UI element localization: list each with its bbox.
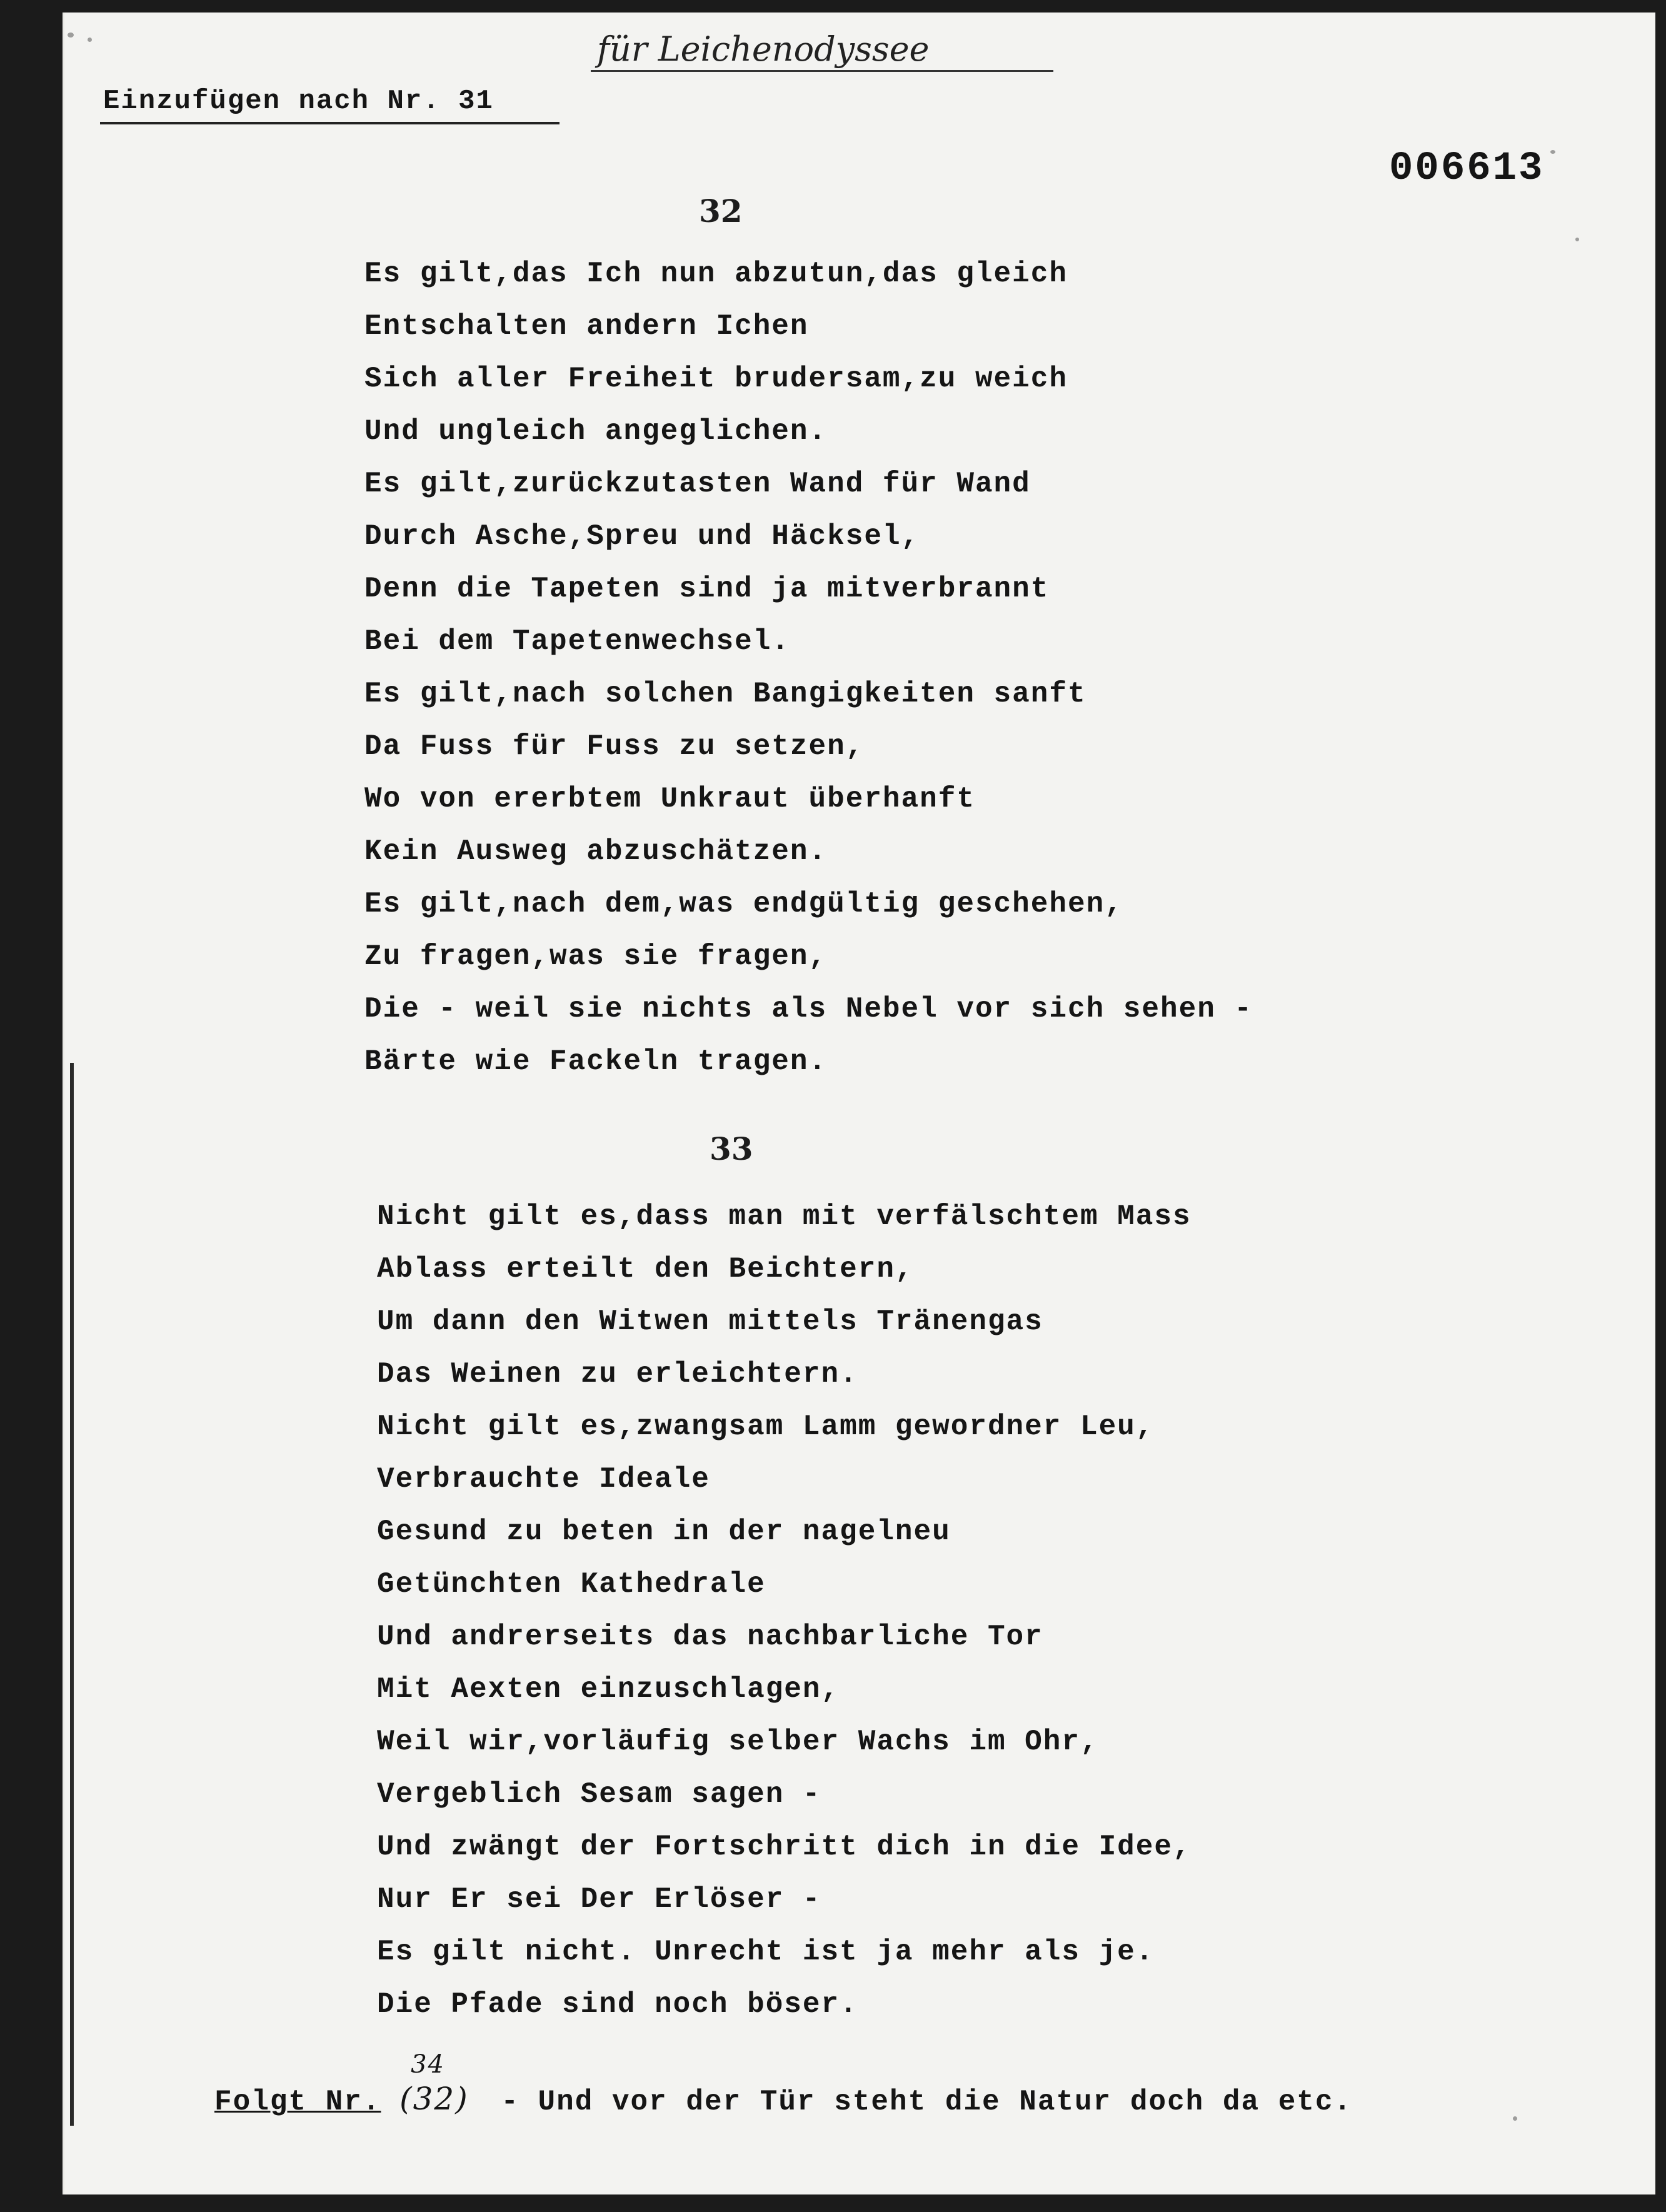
page-edge-shadow — [70, 1063, 74, 2126]
poem-line: Weil wir,vorläufig selber Wachs im Ohr, — [377, 1726, 1099, 1758]
handwritten-note-underline — [591, 70, 1053, 72]
scan-speck — [1550, 150, 1555, 154]
poem-line: Verbrauchte Ideale — [377, 1463, 710, 1496]
poem-line: Wo von ererbtem Unkraut überhanft — [364, 783, 975, 815]
poem-line: Bei dem Tapetenwechsel. — [364, 625, 790, 658]
poem-section-32 — [364, 258, 1253, 1098]
poem-line: Die Pfade sind noch böser. — [377, 1988, 858, 2021]
section-number: 33 — [710, 1130, 753, 1167]
handwritten-note: für Leichenodyssee — [597, 29, 930, 69]
footer-ref — [399, 2050, 469, 2117]
poem-line: Ablass erteilt den Beichtern, — [377, 1253, 914, 1285]
footer-note — [214, 2050, 1353, 2118]
scan-speck — [1513, 2116, 1517, 2121]
document-id: 006613 — [1389, 146, 1545, 191]
poem-line: Um dann den Witwen mittels Tränengas — [377, 1305, 1043, 1338]
footer-ref-correction: 34 — [411, 2050, 445, 2079]
poem-line: Es gilt,nach dem,was endgültig geschehen, — [364, 888, 1123, 920]
poem-line: Nur Er sei Der Erlöser - — [377, 1883, 821, 1916]
poem-line: Gesund zu beten in der nagelneu — [377, 1516, 951, 1548]
poem-line: Nicht gilt es,zwangsam Lamm gewordner Leu, — [377, 1410, 1155, 1443]
poem-line: Bärte wie Fackeln tragen. — [364, 1045, 828, 1078]
scan-speck — [88, 38, 92, 42]
poem-line: Und ungleich angeglichen. — [364, 415, 828, 448]
poem-line: Nicht gilt es,dass man mit verfälschtem Mass — [377, 1200, 1192, 1233]
poem-line: Es gilt,nach solchen Bangigkeiten sanft — [364, 678, 1086, 710]
poem-line: Die - weil sie nichts als Nebel vor sich sehen - — [364, 993, 1253, 1025]
poem-line: Es gilt,das Ich nun abzutun,das gleich — [364, 258, 1068, 290]
poem-line: Getünchten Kathedrale — [377, 1568, 766, 1601]
poem-line: Denn die Tapeten sind ja mitverbrannt — [364, 573, 1050, 605]
poem-line: Es gilt nicht. Unrecht ist ja mehr als je. — [377, 1936, 1155, 1968]
poem-line: Das Weinen zu erleichtern. — [377, 1358, 858, 1390]
poem-line: Entschalten andern Ichen — [364, 310, 809, 343]
poem-line: Und zwängt der Fortschritt dich in die Idee, — [377, 1831, 1192, 1863]
scan-speck — [1575, 238, 1579, 241]
poem-line: Und andrerseits das nachbarliche Tor — [377, 1621, 1043, 1653]
poem-line: Vergeblich Sesam sagen - — [377, 1778, 821, 1811]
poem-line: Kein Ausweg abzuschätzen. — [364, 835, 828, 868]
poem-line: Es gilt,zurückzutasten Wand für Wand — [364, 468, 1031, 500]
poem-line: Sich aller Freiheit brudersam,zu weich — [364, 363, 1068, 395]
poem-line: Da Fuss für Fuss zu setzen, — [364, 730, 865, 763]
insert-after-heading: Einzufügen nach Nr. 31 — [103, 86, 494, 117]
scan-speck — [68, 33, 74, 38]
poem-line: Mit Aexten einzuschlagen, — [377, 1673, 840, 1706]
footer-ref-number: (32) — [399, 2081, 469, 2117]
section-number: 32 — [699, 193, 743, 229]
poem-line: Durch Asche,Spreu und Häcksel, — [364, 520, 920, 553]
heading-underline — [100, 122, 560, 124]
footer-text: - Und vor der Tür steht die Natur doch da etc. — [501, 2086, 1353, 2118]
poem-line: Zu fragen,was sie fragen, — [364, 940, 828, 973]
poem-section-33 — [377, 1200, 1192, 2041]
footer-label: Folgt Nr. — [214, 2086, 381, 2118]
